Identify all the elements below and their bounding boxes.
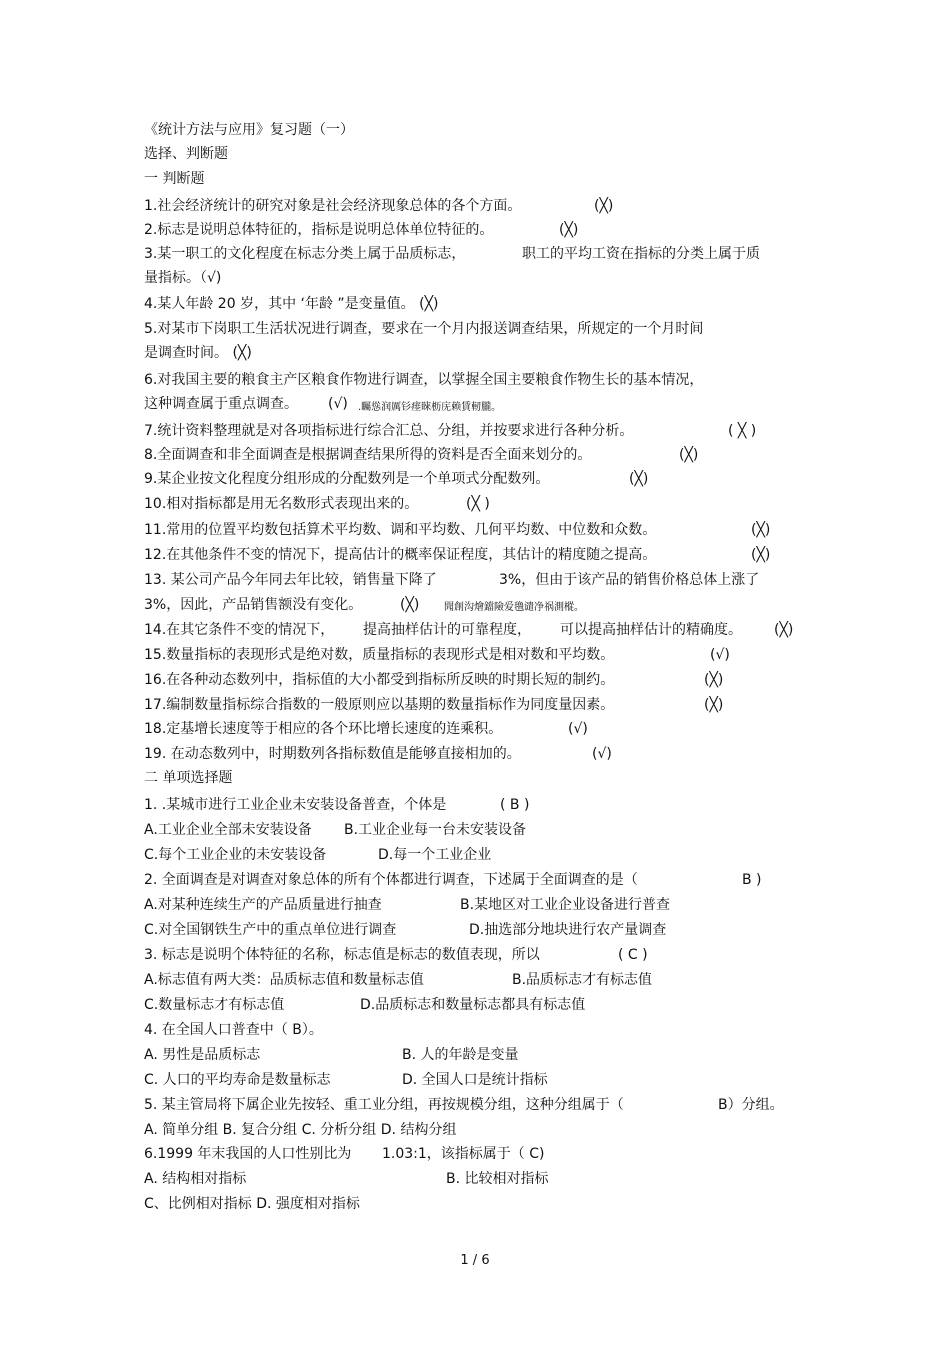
tf-item-mark: (╳) (751, 547, 771, 563)
tf-item-text: 12.在其他条件不变的情况下，提高估计的概率保证程度，其估计的精度随之提高。 (144, 547, 657, 563)
tf-item-5: 5.对某市下岗职工生活状况进行调查，要求在一个月内报送调查结果，所规定的一个月时间 (144, 321, 704, 337)
mc-q6-options-cd: C、比例相对指标 D. 强度相对指标 (144, 1196, 360, 1212)
tf-item-5-cont: 是调查时间。 (╳) (144, 345, 252, 361)
mc-q3-options-ab (144, 971, 653, 989)
question-stem: 3. 标志是说明个体特征的名称，标志值是标志的数值表现，所以 (144, 947, 540, 963)
tf-item-text: 3%，因此，产品销售额没有变化。 (144, 597, 363, 613)
tf-item-text: 17.编制数量指标综合指数的一般原则应以基期的数量指标作为同度量因素。 (144, 697, 615, 713)
tf-item-text: 15.数量指标的表现形式是绝对数，质量指标的表现形式是相对数和平均数。 (144, 647, 615, 663)
tf-item-mark: ( ╳ ) (728, 423, 757, 439)
tf-item-text-cont: 职工的平均工资在指标的分类上属于质 (522, 246, 760, 262)
mc-q4-options-cd (144, 1071, 548, 1089)
option-c: C.每个工业企业的未安装设备 (144, 847, 327, 863)
tf-item-7 (144, 422, 757, 440)
option-b: B.某地区对工业企业设备进行普查 (460, 897, 671, 913)
mc-q4: 4. 在全国人口普查中（ B）。 (144, 1022, 323, 1038)
option-d: D. 全国人口是统计指标 (402, 1072, 548, 1088)
tf-item-mark: (╳) (629, 471, 649, 487)
mc-q6 (144, 1145, 545, 1163)
tf-item-18 (144, 720, 588, 738)
tf-item-text: 14.在其它条件不变的情况下， (144, 622, 335, 638)
tf-item-text: 3.某一职工的文化程度在标志分类上属于品质标志， (144, 246, 466, 262)
tf-item-6-cont (144, 395, 502, 413)
option-a: A.标志值有两大类：品质标志值和数量标志值 (144, 972, 424, 988)
option-a: A. 结构相对指标 (144, 1171, 247, 1187)
page-number: 1 / 6 (460, 1253, 490, 1268)
tf-item-mark: (╳) (400, 597, 420, 613)
option-a: A.对某种连续生产的产品质量进行抽查 (144, 897, 382, 913)
answer: B）分组。 (718, 1097, 784, 1113)
question-stem: 6.1999 年末我国的人口性别比为 (144, 1146, 352, 1162)
tf-item-mark: (╳) (559, 222, 579, 238)
part1-heading: 一 判断题 (144, 171, 205, 187)
tf-item-9 (144, 470, 649, 488)
tf-item-mark: (√) (592, 746, 612, 762)
tf-item-3-cont: 量指标。（√) (144, 270, 222, 286)
question-stem: 5. 某主管局将下属企业先按轻、重工业分组，再按规模分组，这种分组属于（ (144, 1097, 624, 1113)
tf-item-8 (144, 446, 699, 464)
tf-item-mark: (√) (328, 396, 348, 412)
tf-item-2 (144, 221, 579, 239)
tf-item-mark: (╳) (774, 622, 794, 638)
question-stem: 1. .某城市进行工业企业未安装设备普查，个体是 (144, 797, 447, 813)
tf-item-13 (144, 571, 760, 589)
mc-q4-options-ab (144, 1046, 519, 1064)
document-title: 《统计方法与应用》复习题（一） (144, 122, 354, 138)
tf-item-mark: (╳) (704, 672, 724, 688)
option-d: D.抽选部分地块进行农产量调查 (469, 922, 667, 938)
tf-item-1 (144, 197, 614, 215)
question-stem-cont: 1.03:1，该指标属于（ C) (382, 1146, 545, 1162)
tf-item-text: 2.标志是说明总体特征的，指标是说明总体单位特征的。 (144, 222, 494, 238)
answer: ( B ) (500, 797, 530, 813)
tf-item-17 (144, 696, 724, 714)
tf-item-text: 18.定基增长速度等于相应的各个环比增长速度的连乘积。 (144, 721, 503, 737)
tf-item-mark: (╳) (679, 447, 699, 463)
tf-item-text: 16.在各种动态数列中，指标值的大小都受到指标所反映的时期长短的制约。 (144, 672, 615, 688)
garbled-text: .矚慫润厲钐瘗睞枥庑赖賃軔朧。 (358, 402, 502, 413)
tf-item-text: 9.某企业按文化程度分组形成的分配数列是一个单项式分配数列。 (144, 471, 550, 487)
mc-q5 (144, 1096, 784, 1114)
tf-item-text: 1.社会经济统计的研究对象是社会经济现象总体的各个方面。 (144, 198, 522, 214)
tf-item-16 (144, 671, 724, 689)
tf-item-text: 10.相对指标都是用无名数形式表现出来的。 (144, 496, 419, 512)
answer: B ) (742, 872, 762, 888)
tf-item-mark: (√) (568, 721, 588, 737)
tf-item-mark: (╳ ) (466, 496, 490, 512)
tf-item-text: 11.常用的位置平均数包括算术平均数、调和平均数、几何平均数、中位数和众数。 (144, 522, 657, 538)
tf-item-11 (144, 521, 771, 539)
garbled-text: 聞創沟燴鐺險爱氇谴净祸測樅。 (444, 602, 584, 613)
tf-item-19 (144, 745, 612, 763)
answer: ( C ) (618, 947, 648, 963)
tf-item-mark: (╳) (751, 522, 771, 538)
tf-item-mark: (╳) (704, 697, 724, 713)
mc-q2 (144, 871, 762, 889)
part2-heading: 二 单项选择题 (144, 770, 233, 786)
tf-item-text: 这种调查属于重点调查。 (144, 396, 298, 412)
tf-item-text-cont: 可以提高抽样估计的精确度。 (560, 622, 742, 638)
tf-item-text: 7.统计资料整理就是对各项指标进行综合汇总、分组，并按要求进行各种分析。 (144, 423, 634, 439)
tf-item-4: 4.某人年龄 20 岁，其中 ‘年龄 ”是变量值。 (╳) (144, 296, 439, 312)
tf-item-10 (144, 495, 490, 513)
question-stem: 2. 全面调查是对调查对象总体的所有个体都进行调查，下述属于全面调查的是（ (144, 872, 638, 888)
section-heading: 选择、判断题 (144, 146, 228, 162)
option-b: B. 比较相对指标 (446, 1171, 549, 1187)
tf-item-text: 13. 某公司产品今年同去年比较，销售量下降了 (144, 572, 437, 588)
tf-item-6: 6.对我国主要的粮食主产区粮食作物进行调查，以掌握全国主要粮食作物生长的基本情况， (144, 372, 704, 388)
mc-q3-options-cd (144, 996, 586, 1014)
mc-q2-options-ab (144, 896, 671, 914)
option-b: B.工业企业每一台未安装设备 (344, 822, 527, 838)
mc-q1-options-ab (144, 821, 527, 839)
tf-item-mark: (╳) (594, 198, 614, 214)
tf-item-14 (144, 621, 794, 639)
mc-q3 (144, 946, 648, 964)
tf-item-12 (144, 546, 771, 564)
option-c: C. 人口的平均寿命是数量标志 (144, 1072, 331, 1088)
tf-item-text-cont: 提高抽样估计的可靠程度， (363, 622, 531, 638)
mc-q6-options-ab (144, 1170, 549, 1188)
option-c: C.数量标志才有标志值 (144, 997, 285, 1013)
option-d: D.品质标志和数量标志都具有标志值 (360, 997, 586, 1013)
tf-item-text-cont: 3%，但由于该产品的销售价格总体上涨了 (499, 572, 760, 588)
mc-q2-options-cd (144, 921, 667, 939)
mc-q1-options-cd (144, 846, 492, 864)
option-b: B. 人的年龄是变量 (402, 1047, 519, 1063)
mc-q5-options: A. 简单分组 B. 复合分组 C. 分析分组 D. 结构分组 (144, 1122, 457, 1138)
option-a: A.工业企业全部未安装设备 (144, 822, 312, 838)
tf-item-15 (144, 646, 730, 664)
option-a: A. 男性是品质标志 (144, 1047, 261, 1063)
option-b: B.品质标志才有标志值 (512, 972, 653, 988)
tf-item-mark: (√) (710, 647, 730, 663)
option-d: D.每一个工业企业 (378, 847, 492, 863)
tf-item-text: 8.全面调查和非全面调查是根据调查结果所得的资料是否全面来划分的。 (144, 447, 592, 463)
tf-item-3 (144, 245, 760, 263)
option-c: C.对全国钢铁生产中的重点单位进行调查 (144, 922, 397, 938)
tf-item-text: 19. 在动态数列中，时期数列各指标数值是能够直接相加的。 (144, 746, 521, 762)
mc-q1 (144, 796, 530, 814)
tf-item-13-cont (144, 596, 584, 614)
